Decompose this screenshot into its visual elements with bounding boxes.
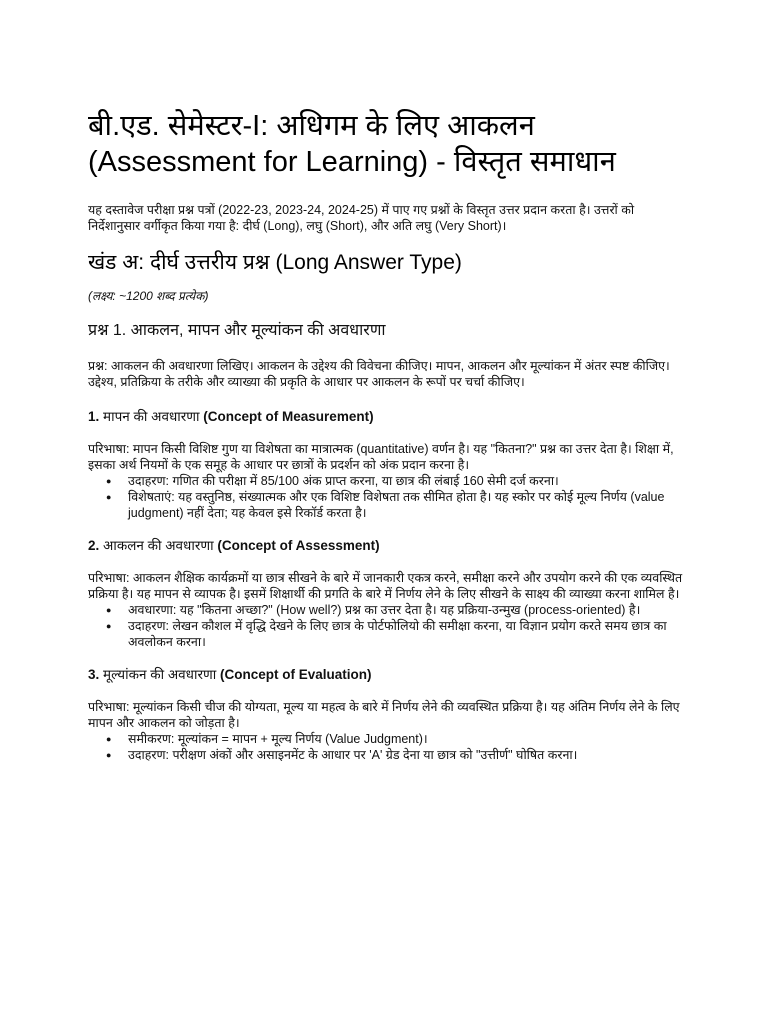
list-item: ● उदाहरण: लेखन कौशल में वृद्धि देखने के लिए छात्र के पोर्टफोलियो की समीक्षा करना, या विज्ञान प्रयोग करते समय छात्र का अवलोकन करना। (128, 618, 688, 650)
bullet-list (88, 602, 688, 650)
list-item: ● समीकरण: मूल्यांकन = मापन + मूल्य निर्णय (Value Judgment)। (128, 731, 688, 747)
part-measurement (88, 408, 688, 521)
list-item: ● उदाहरण: परीक्षण अंकों और असाइनमेंट के आधार पर 'A' ग्रेड देना या छात्र को "उत्तीर्ण" घोषित करना। (128, 747, 688, 763)
document-title: बी.एड. सेमेस्टर-I: अधिगम के लिए आकलन (Assessment for Learning) - विस्तृत समाधान (88, 110, 616, 178)
part-assessment (88, 537, 688, 650)
bullet-list (88, 731, 688, 763)
part-heading: 3. मूल्यांकन की अवधारणा (Concept of Evaluation) (88, 667, 372, 682)
intro-paragraph: यह दस्तावेज परीक्षा प्रश्न पत्रों (2022-23, 2023-24, 2024-25) में पाए गए प्रश्नों के विस्तृत उत्तर प्रदान करता है। उत्तरों को निर्देशानुसार वर्गीकृत किया गया है: दीर्घ (Long), लघु (Short), और अति लघु (Very Short)। (88, 203, 635, 233)
definition-paragraph: परिभाषा: मूल्यांकन किसी चीज की योग्यता, मूल्य या महत्व के बारे में निर्णय लेने की व्यवस्थित प्रक्रिया है। यह अंतिम निर्णय लेने के लिए मापन और आकलन को जोड़ता है। (88, 700, 680, 730)
list-item: ● अवधारणा: यह "कितना अच्छा?" (How well?) प्रश्न का उत्तर देता है। यह प्रक्रिया-उन्मुख (process-oriented) है। (128, 602, 688, 618)
definition-paragraph: परिभाषा: मापन किसी विशिष्ट गुण या विशेषता का मात्रात्मक (quantitative) वर्णन है। यह "कितना?" प्रश्न का उत्तर देता है। शिक्षा में, इसका अर्थ नियमों के एक समूह के आधार पर छात्रों के प्रदर्शन को अंक प्रदान करना है। (88, 442, 674, 472)
part-evaluation (88, 666, 688, 763)
question-text: प्रश्न: आकलन की अवधारणा लिखिए। आकलन के उद्देश्य की विवेचना कीजिए। मापन, आकलन और मूल्यांकन में अंतर स्पष्ट कीजिए। उद्देश्य, प्रतिक्रिया के तरीके और व्याख्या की प्रकृति के आधार पर आकलन के रूपों पर चर्चा कीजिए। (88, 359, 670, 389)
document-page (88, 108, 688, 779)
list-item: ● उदाहरण: गणित की परीक्षा में 85/100 अंक प्राप्त करना, या छात्र की लंबाई 160 सेमी दर्ज करना। (128, 473, 688, 489)
part-heading: 1. मापन की अवधारणा (Concept of Measurement) (88, 409, 374, 424)
word-target-note: (लक्ष्य: ~1200 शब्द प्रत्येक) (88, 289, 209, 303)
question-heading: प्रश्न 1. आकलन, मापन और मूल्यांकन की अवधारणा (88, 322, 386, 339)
part-heading: 2. आकलन की अवधारणा (Concept of Assessment) (88, 538, 380, 553)
section-heading: खंड अ: दीर्घ उत्तरीय प्रश्न (Long Answer Type) (88, 251, 462, 274)
bullet-list (88, 473, 688, 521)
definition-paragraph: परिभाषा: आकलन शैक्षिक कार्यक्रमों या छात्र सीखने के बारे में जानकारी एकत्र करने, समीक्षा करने और उपयोग करने की एक व्यवस्थित प्रक्रिया है। यह मापन से व्यापक है। इसमें शिक्षार्थी की प्रगति के बारे में निर्णय लेने के लिए सीखने के साक्ष्य की व्याख्या करना शामिल है। (88, 571, 683, 601)
list-item: ● विशेषताएं: यह वस्तुनिष्ठ, संख्यात्मक और एक विशिष्ट विशेषता तक सीमित होता है। यह स्कोर पर कोई मूल्य निर्णय (value judgment) नहीं देता; यह केवल इसे रिकॉर्ड करता है। (128, 489, 688, 521)
